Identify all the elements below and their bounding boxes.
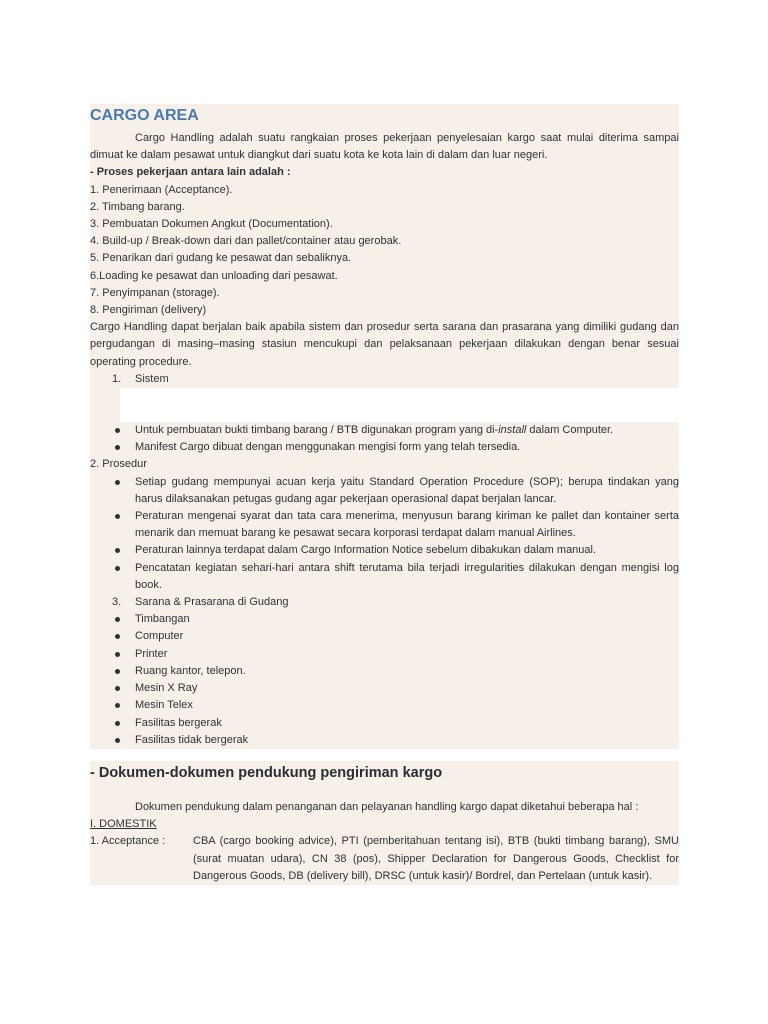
list-item: Pencatatan kegiatan sehari-hari antara shift terutama bila terjadi irregularities dilakukan dengan mengisi log book. bbox=[90, 560, 679, 594]
process-step: 8. Pengiriman (delivery) bbox=[90, 304, 207, 317]
domestic-label: I. DOMESTIK bbox=[90, 818, 157, 831]
list-item: Peraturan lainnya terdapat dalam Cargo Information Notice sebelum dibakukan dalam manual. bbox=[90, 542, 679, 559]
list-item: Setiap gudang mempunyai acuan kerja yaitu Standard Operation Procedure (SOP); berupa tindakan yang harus dilaksanakan petugas gudang agar pekerjaan operasional dapat berjalan lancar. bbox=[90, 474, 679, 508]
sarana-bullet-list bbox=[90, 611, 679, 749]
list-item: Mesin X Ray bbox=[90, 680, 679, 697]
list-item bbox=[90, 422, 679, 439]
bullet-emphasis: install bbox=[498, 424, 527, 437]
section-number: 3. bbox=[112, 596, 122, 609]
page-title: CARGO AREA bbox=[90, 104, 679, 130]
prosedur-bullet-list bbox=[90, 474, 679, 594]
list-item: Ruang kantor, telepon. bbox=[90, 663, 679, 680]
acceptance-item bbox=[90, 833, 679, 885]
list-item: Timbangan bbox=[90, 611, 679, 628]
section-sarana-heading bbox=[90, 594, 679, 611]
blank-space bbox=[90, 388, 120, 422]
section-prosedur-heading: 2. Prosedur bbox=[90, 456, 679, 473]
section-label: Sarana & Prasarana di Gudang bbox=[135, 596, 289, 609]
list-item: Fasilitas tidak bergerak bbox=[90, 732, 679, 749]
section-sistem-heading bbox=[90, 371, 679, 388]
process-steps-list bbox=[90, 182, 679, 320]
list-item: Printer bbox=[90, 646, 679, 663]
bullet-text: dalam Computer. bbox=[526, 424, 614, 437]
list-item: Mesin Telex bbox=[90, 697, 679, 714]
process-step: 7. Penyimpanan (storage). bbox=[90, 286, 220, 299]
list-item: Computer bbox=[90, 628, 679, 645]
acceptance-label: 1. Acceptance : bbox=[90, 835, 166, 848]
summary-paragraph: Cargo Handling dapat berjalan baik apabila sistem dan prosedur serta sarana dan prasarana yang dimiliki gudang dan pergudangan di masing–masing stasiun mencukupi dan pelaksanaan pekerjaan dilakukan dengan benar sesuai operating procedure. bbox=[90, 319, 679, 371]
list-item: Manifest Cargo dibuat dengan menggunakan mengisi form yang telah tersedia. bbox=[90, 439, 679, 456]
process-step: 6.Loading ke pesawat dan unloading dari pesawat. bbox=[90, 269, 338, 282]
list-item: Fasilitas bergerak bbox=[90, 715, 679, 732]
process-step: 1. Penerimaan (Acceptance). bbox=[90, 183, 233, 196]
domestic-heading bbox=[90, 816, 679, 833]
list-item: Peraturan mengenai syarat dan tata cara menerima, menyusun barang kiriman ke pallet dan kontainer serta menarik dan memuat barang ke pesawat secara korporasi terdapat dalam manual Airlines. bbox=[90, 508, 679, 542]
process-step: 3. Pembuatan Dokumen Angkut (Documentation). bbox=[90, 218, 333, 231]
intro-paragraph: Cargo Handling adalah suatu rangkaian proses pekerjaan penyelesaian kargo saat mulai diterima sampai dimuat ke dalam pesawat untuk diangkut dari suatu kota ke kota lain di dalam dan luar negeri. bbox=[90, 130, 679, 164]
bullet-text: Untuk pembuatan bukti timbang barang / BTB digunakan program yang di- bbox=[135, 424, 499, 437]
process-step: 4. Build-up / Break-down dari dan pallet/container atau gerobak. bbox=[90, 235, 402, 248]
documents-heading: - Dokumen-dokumen pendukung pengiriman kargo bbox=[90, 761, 679, 799]
document-body bbox=[90, 104, 679, 885]
process-step: 5. Penarikan dari gudang ke pesawat dan sebaliknya. bbox=[90, 252, 352, 265]
section-number: 1. bbox=[112, 372, 122, 385]
process-step: 2. Timbang barang. bbox=[90, 200, 185, 213]
documents-intro: Dokumen pendukung dalam penanganan dan pelayanan handling kargo dapat diketahui beberapa hal : bbox=[90, 799, 679, 816]
sistem-bullet-list bbox=[90, 422, 679, 456]
section-label: Sistem bbox=[135, 372, 169, 385]
process-heading: - Proses pekerjaan antara lain adalah : bbox=[90, 164, 679, 181]
acceptance-text: CBA (cargo booking advice), PTI (pemberitahuan tentang isi), BTB (bukti timbang barang), SMU (surat muatan udara), CN 38 (pos), Shipper Declaration for Dangerous Goods, Checklist for Dangerous Goods, DB (delivery bill), DRSC (untuk kasir)/ Bordrel, dan Pertelaan (untuk kasir). bbox=[193, 835, 679, 882]
